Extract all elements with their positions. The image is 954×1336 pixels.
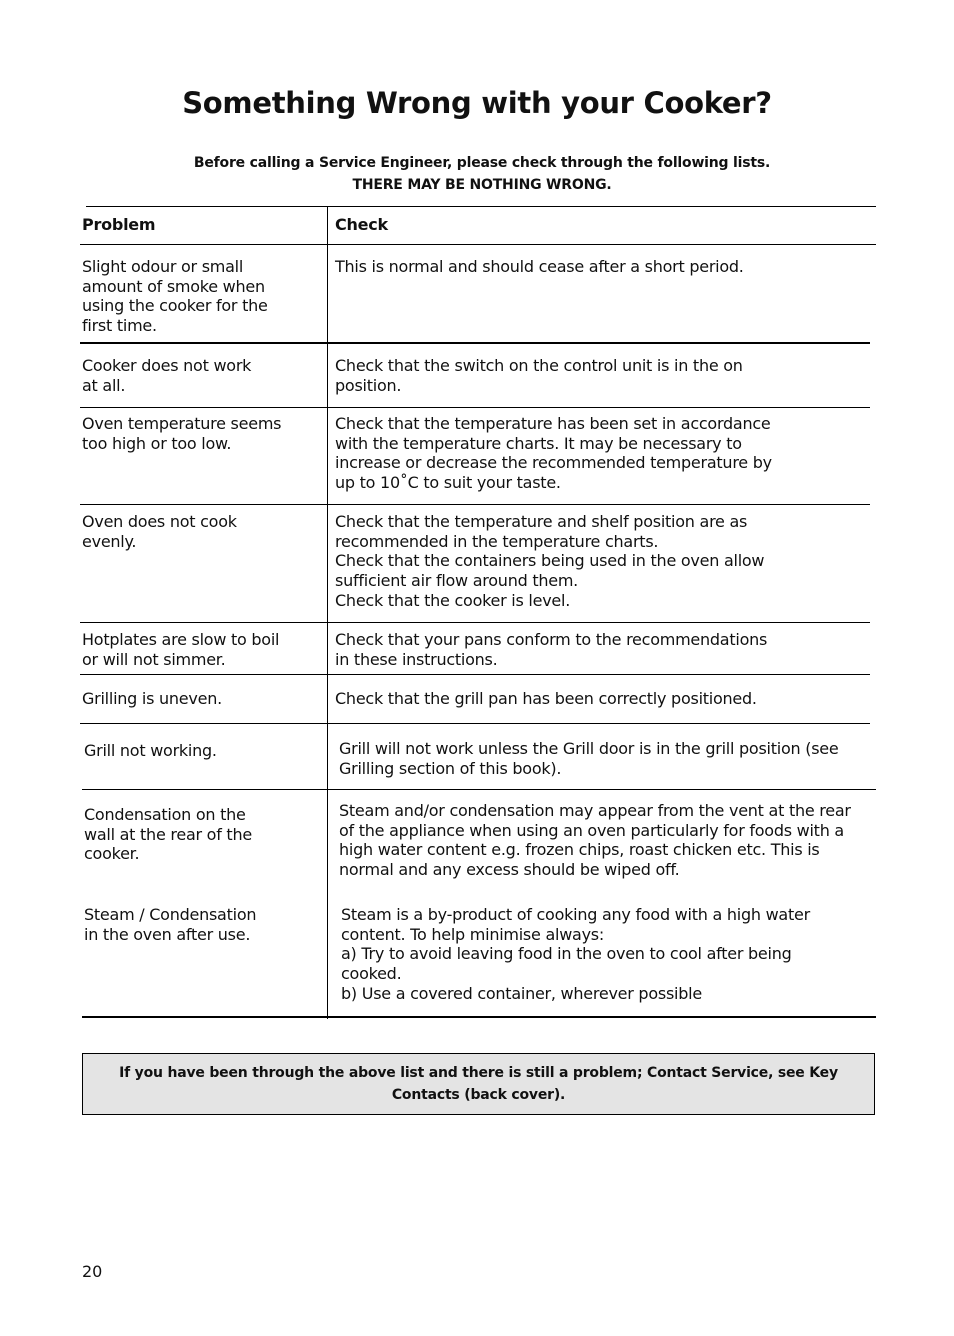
contact-service-notice — [82, 1053, 875, 1115]
row-rule — [80, 723, 870, 724]
row-rule — [80, 622, 870, 623]
row-rule — [80, 504, 870, 505]
check-cell: Steam and/or condensation may appear from the vent at the rear of the appliance when using an oven particularly for foods with a high water content e.g. frozen chips, roast chicken etc. This is normal and any excess should be wiped off. — [339, 801, 851, 880]
check-cell: Steam is a by-product of cooking any food with a high water content. To help minimise always: a) Try to avoid leaving food in the oven to cool after being cooked. b) Use a covered container, wherever possible — [341, 905, 810, 1003]
notice-text: If you have been through the above list and there is still a problem; Contact Service, see Key Contacts (back cover). — [119, 1065, 838, 1103]
column-header-problem: Problem — [82, 215, 156, 234]
row-rule — [82, 789, 876, 790]
column-divider — [327, 206, 328, 1019]
table-top-rule — [86, 206, 876, 207]
check-cell: Check that the temperature and shelf position are as recommended in the temperature charts. Check that the containers being used in the oven allow sufficient air flow around them. Check that the cooker is level. — [335, 512, 765, 610]
table-bottom-rule — [82, 1016, 876, 1018]
problem-cell: Hotplates are slow to boil or will not simmer. — [82, 630, 280, 669]
intro-line-2: THERE MAY BE NOTHING WRONG. — [352, 177, 612, 193]
problem-cell: Slight odour or small amount of smoke when using the cooker for the first time. — [82, 257, 268, 336]
check-cell: Check that the switch on the control unit is in the on position. — [335, 356, 743, 395]
problem-cell: Grill not working. — [84, 741, 217, 760]
check-cell: This is normal and should cease after a short period. — [335, 257, 744, 276]
problem-cell: Oven does not cook evenly. — [82, 512, 237, 551]
header-rule — [80, 244, 876, 245]
problem-cell: Oven temperature seems too high or too low. — [82, 414, 282, 453]
page-number: 20 — [82, 1262, 103, 1281]
intro-line-1: Before calling a Service Engineer, please check through the following lists. — [193, 155, 771, 171]
page-title: Something Wrong with your Cooker? — [182, 86, 772, 120]
check-cell: Check that the grill pan has been correctly positioned. — [335, 689, 757, 708]
row-rule — [80, 407, 870, 408]
check-cell: Check that the temperature has been set in accordance with the temperature charts. It may be necessary to increase or decrease the recommended temperature by up to 10˚C to suit your taste. — [335, 414, 772, 493]
column-header-check: Check — [335, 215, 388, 234]
check-cell: Grill will not work unless the Grill door is in the grill position (see Grilling section of this book). — [339, 739, 839, 778]
row-rule — [80, 342, 870, 344]
problem-cell: Cooker does not work at all. — [82, 356, 252, 395]
intro-note — [0, 152, 954, 196]
problem-cell: Steam / Condensation in the oven after use. — [84, 905, 257, 944]
row-rule — [80, 674, 870, 675]
problem-cell: Grilling is uneven. — [82, 689, 222, 708]
problem-cell: Condensation on the wall at the rear of the cooker. — [84, 805, 252, 864]
check-cell: Check that your pans conform to the recommendations in these instructions. — [335, 630, 768, 669]
